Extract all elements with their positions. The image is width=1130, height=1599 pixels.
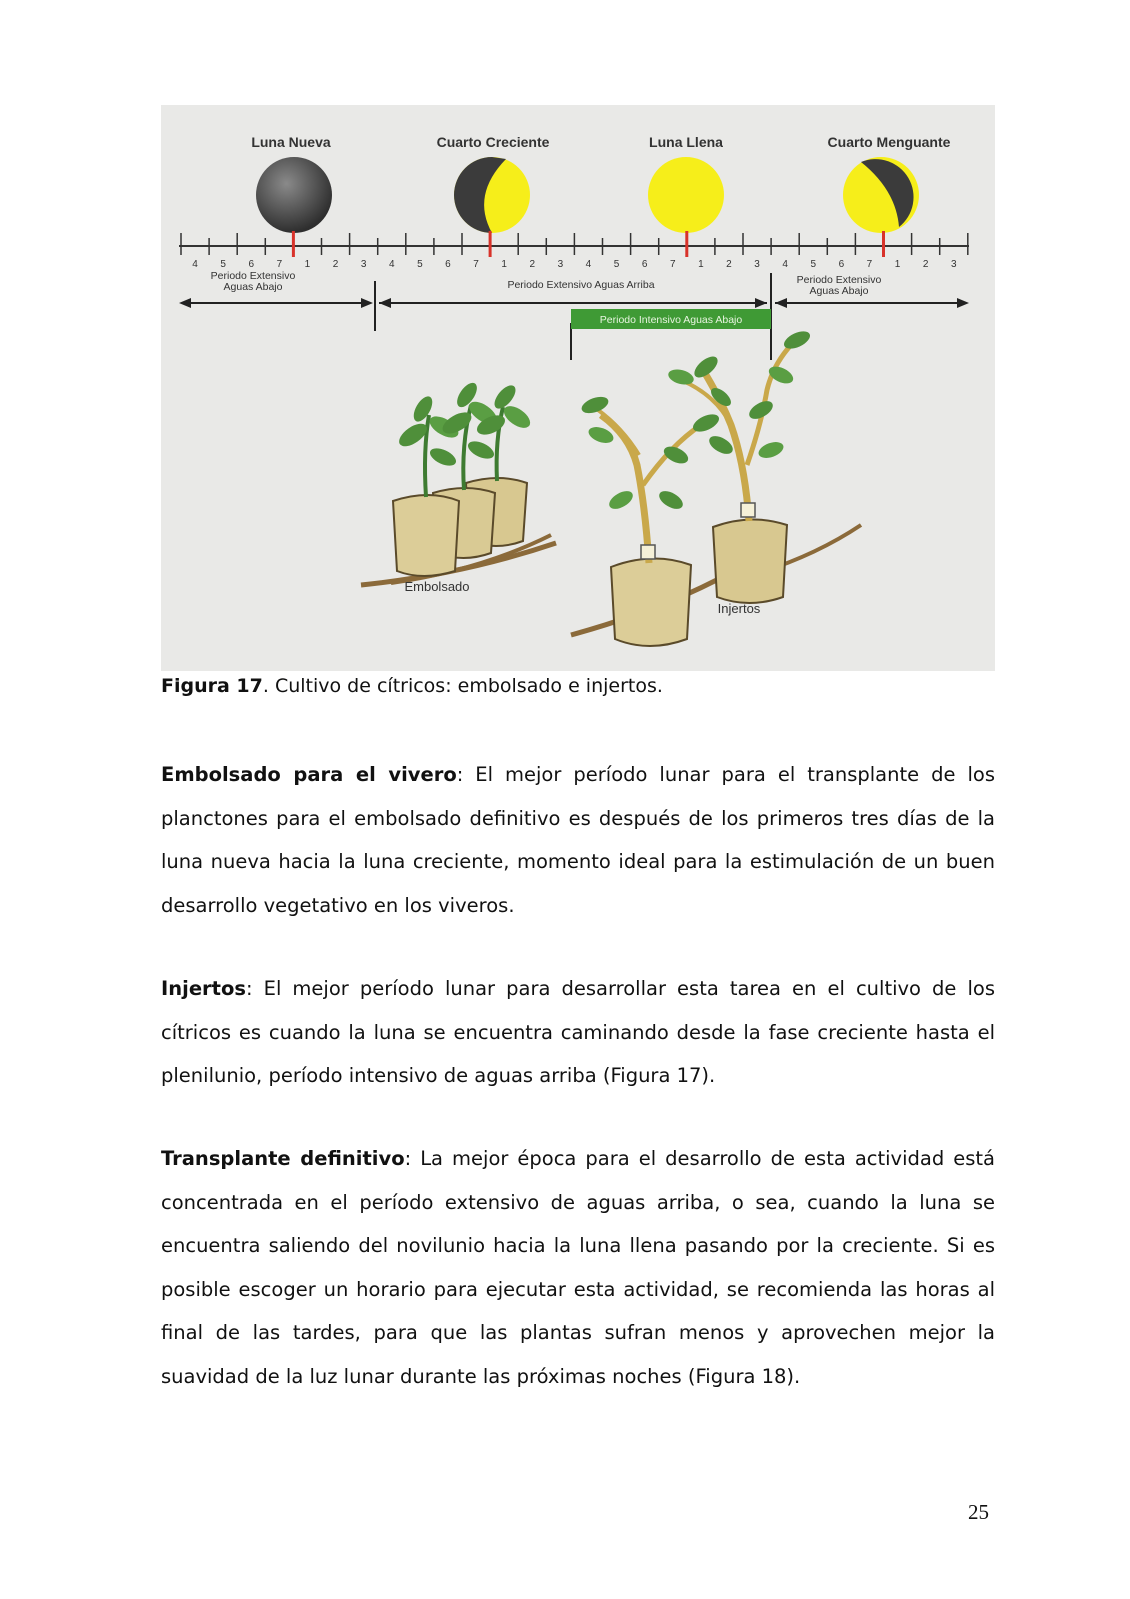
timeline-day-number: 1: [304, 259, 311, 270]
embolsado-illustration-icon: [361, 380, 556, 585]
period-left-label-1: Periodo Extensivo: [210, 270, 296, 282]
timeline-day-number: 6: [641, 259, 648, 270]
timeline-day-number: 1: [698, 259, 704, 270]
page-number: 25: [968, 1500, 989, 1524]
timeline-day-number: 6: [445, 259, 451, 270]
phase-label-new-moon: Luna Nueva: [251, 134, 331, 150]
paragraph-text: : La mejor época para el desarrollo de esta actividad está concentrada en el período extensivo de aguas arriba, o sea, cuando la luna se encuentra saliendo del novilunio hacia la luna llena pasando por la creciente. Si es posible escoger un horario para ejecutar esta actividad, se recomienda las horas al final de las tardes, para que las plantas sufran menos y aprovechen mejor la suavidad de la luz lunar durante las próximas noches (Figura 18).: [161, 1147, 995, 1388]
phase-label-full-moon: Luna Llena: [649, 134, 723, 150]
timeline-day-number: 2: [726, 259, 732, 270]
timeline-day-number: 5: [417, 259, 423, 270]
paragraph-term: Embolsado para el vivero: [161, 763, 457, 786]
period-right-label-2: Aguas Abajo: [809, 285, 869, 297]
lunar-calendar-figure: [161, 105, 995, 671]
timeline-day-number: 2: [922, 259, 929, 270]
last-quarter-moon-icon: [843, 157, 919, 233]
paragraph-text: : El mejor período lunar para el transplante de los planctones para el embolsado definitivo es después de los primeros tres días de la luna nueva hacia la luna creciente, momento ideal para la estimulación de un buen desarrollo vegetativo en los viveros.: [161, 763, 995, 917]
timeline-day-number: 6: [248, 259, 255, 270]
paragraph-text: : El mejor período lunar para desarrollar esta tarea en el cultivo de los cítricos es cuando la luna se encuentra caminando desde la fase creciente hasta el plenilunio, período intensivo de aguas arriba (Figura 17).: [161, 977, 995, 1087]
new-moon-icon: [256, 157, 332, 233]
timeline-day-number: 4: [388, 259, 395, 270]
timeline-day-number: 1: [894, 259, 901, 270]
timeline-numbers: [192, 259, 957, 270]
timeline-day-number: 1: [501, 259, 507, 270]
timeline-ticks: [181, 231, 968, 257]
phase-label-last-quarter: Cuarto Menguante: [827, 134, 951, 150]
timeline-day-number: 3: [557, 259, 564, 270]
timeline-day-number: 7: [473, 259, 479, 270]
timeline-day-number: 5: [810, 259, 817, 270]
period-right-label-1: Periodo Extensivo: [796, 274, 882, 286]
injertos-label: Injertos: [717, 601, 761, 616]
timeline-day-number: 5: [220, 259, 226, 270]
period-left-label-2: Aguas Abajo: [223, 281, 283, 293]
injertos-illustration-icon: [571, 328, 861, 646]
timeline-day-number: 7: [669, 259, 676, 270]
timeline-day-number: 4: [782, 259, 788, 270]
paragraph-embolsado: [161, 753, 995, 927]
timeline-day-number: 3: [754, 259, 760, 270]
timeline-day-number: 2: [529, 259, 536, 270]
embolsado-label: Embolsado: [404, 579, 470, 594]
figure-caption: [161, 674, 1001, 698]
timeline-day-number: 4: [192, 259, 198, 270]
paragraph-term: Transplante definitivo: [161, 1147, 405, 1170]
first-quarter-moon-icon: [454, 157, 530, 233]
timeline-day-number: 3: [360, 259, 367, 270]
paragraph-transplante: [161, 1137, 995, 1398]
timeline-day-number: 3: [950, 259, 957, 270]
phase-label-first-quarter: Cuarto Creciente: [436, 134, 550, 150]
caption-text: . Cultivo de cítricos: embolsado e injertos.: [262, 675, 663, 697]
full-moon-icon: [648, 157, 724, 233]
timeline-day-number: 4: [585, 259, 592, 270]
timeline-day-number: 2: [332, 259, 339, 270]
caption-label: Figura 17: [161, 675, 263, 697]
paragraph-injertos: [161, 967, 995, 1098]
timeline-day-number: 7: [866, 259, 873, 270]
timeline-day-number: 5: [613, 259, 620, 270]
period-middle-label: Periodo Extensivo Aguas Arriba: [507, 279, 655, 291]
intensive-period-label: Periodo Intensivo Aguas Abajo: [599, 314, 743, 326]
paragraph-term: Injertos: [161, 977, 246, 1000]
timeline-day-number: 6: [838, 259, 845, 270]
timeline-day-number: 7: [276, 259, 283, 270]
